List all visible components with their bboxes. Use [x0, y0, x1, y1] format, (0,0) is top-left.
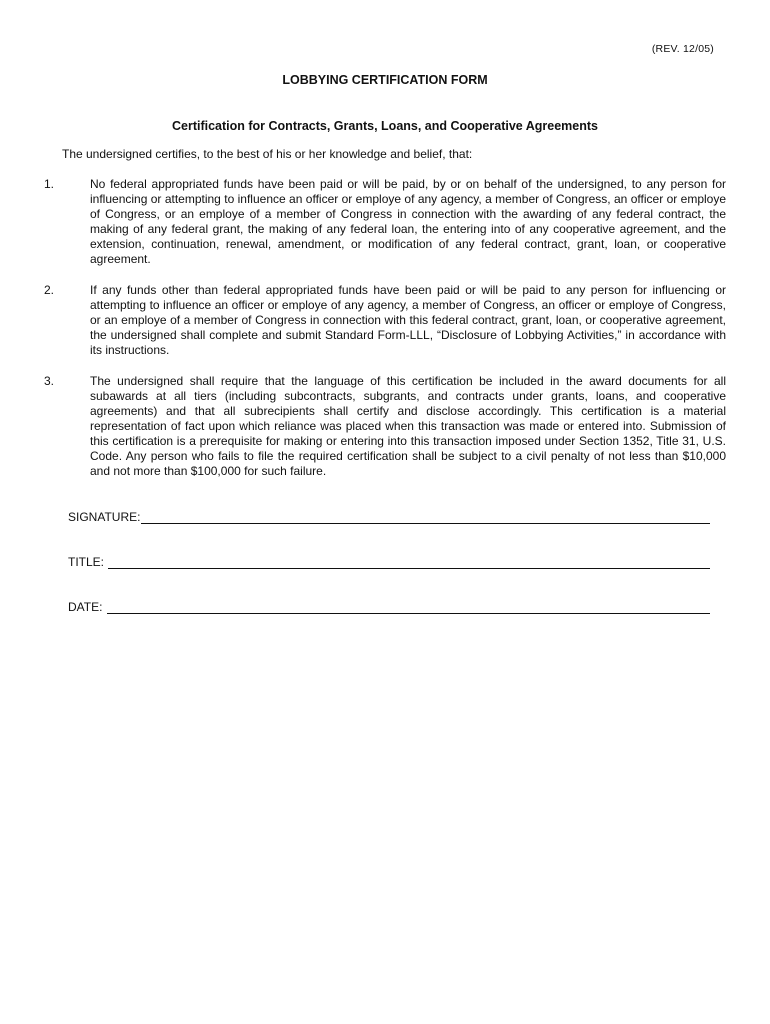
certification-item — [0, 177, 770, 267]
certification-item — [0, 283, 770, 358]
date-line[interactable] — [107, 600, 710, 614]
item-text: No federal appropriated funds have been paid or will be paid, by or on behalf of the undersigned, to any person for influencing or attempting to influence an officer or employe of any agency, a member of Congress, an officer or employe of Congress, or an employe of a member of Congress in connection with the awarding of any federal contract, the making of any federal grant, the making of any federal loan, the entering into of any cooperative agreement, and the extension, continuation, renewal, amendment, or modification of any federal contract, grant, loan, or cooperative agreement. — [90, 177, 726, 266]
intro-statement: The undersigned certifies, to the best of his or her knowledge and belief, that: — [62, 147, 473, 161]
signature-line[interactable] — [141, 510, 710, 524]
title-label: TITLE: — [68, 555, 108, 569]
item-text: The undersigned shall require that the language of this certification be included in the award documents for all subawards at all tiers (including subcontracts, subgrants, and contracts under grants, loans, and cooperative agreements) and that all subrecipients shall certify and disclose accordingly. This certification is a material representation of fact upon which reliance was placed when this transaction was made or entered into. Submission of this certification is a prerequisite for making or entering into this transaction imposed under Section 1352, Title 31, U.S. Code. Any person who fails to file the required certification shall be subject to a civil penalty of not less than $10,000 and not more than $100,000 for such failure. — [90, 374, 726, 478]
item-number: 3. — [44, 374, 55, 388]
item-text: If any funds other than federal appropriated funds have been paid or will be paid to any person for influencing or attempting to influence an officer or employe of any agency, a member of Congress, an officer or employe of Congress, or an employe of a member of Congress in connection with this federal contract, grant, loan, or cooperative agreement, the undersigned shall complete and submit Standard Form-LLL, “Disclosure of Lobbying Activities,” in accordance with its instructions. — [90, 283, 726, 357]
revision-label: (REV. 12/05) — [651, 43, 714, 55]
form-title: LOBBYING CERTIFICATION FORM — [282, 73, 488, 87]
item-number: 2. — [44, 283, 55, 297]
date-row — [68, 596, 710, 614]
signature-block — [68, 506, 710, 641]
date-label: DATE: — [68, 600, 106, 614]
certification-item — [0, 374, 770, 479]
item-number: 1. — [44, 177, 55, 191]
title-row — [68, 551, 710, 569]
title-line[interactable] — [108, 555, 710, 569]
signature-label: SIGNATURE: — [68, 510, 141, 524]
form-subtitle: Certification for Contracts, Grants, Loans, and Cooperative Agreements — [171, 119, 598, 133]
signature-row — [68, 506, 710, 524]
certification-list — [0, 177, 770, 495]
